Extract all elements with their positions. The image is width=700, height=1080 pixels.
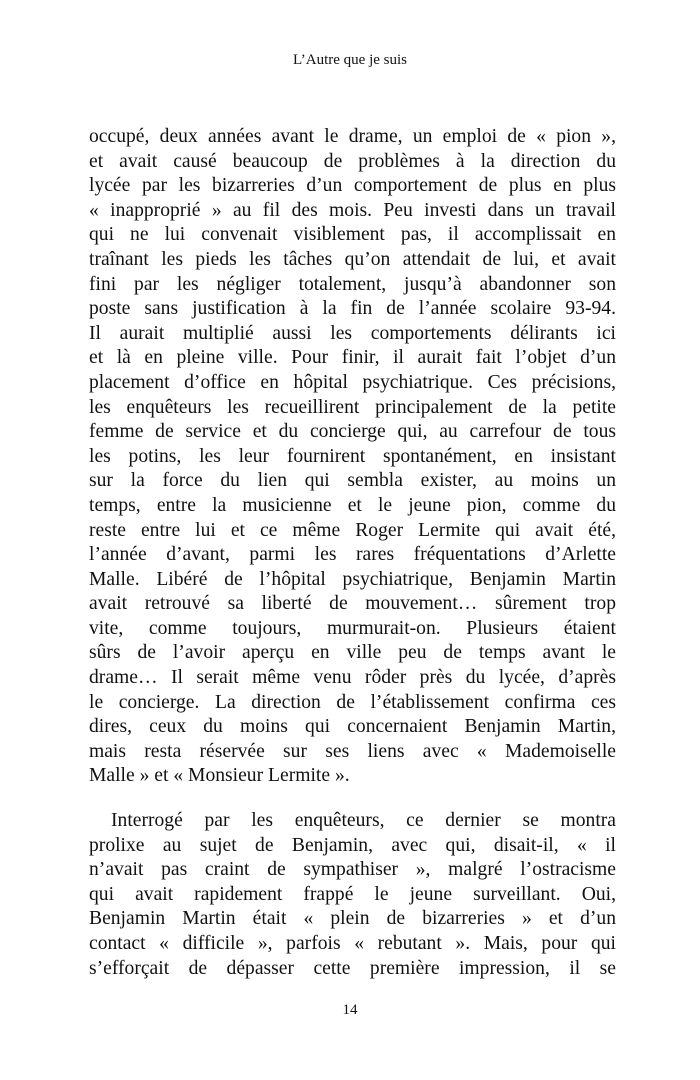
text-line: femme de service et du concierge qui, au carrefour de tous [89,421,616,443]
text-line: sûrs de l’avoir aperçu en ville peu de temps avant le [89,642,616,664]
text-line: Malle » et « Monsieur Lermite ». [89,765,350,787]
text-line: Malle. Libéré de l’hôpital psychiatrique, Benjamin Martin [89,568,616,590]
paragraph [89,125,616,789]
text-line: placement d’office en hôpital psychiatrique. Ces précisions, [89,371,616,393]
text-line: qui avait rapidement frappé le jeune surveillant. Oui, [89,883,616,905]
text-line: poste sans justification à la fin de l’année scolaire 93-94. [89,298,616,320]
text-line: mais resta réservée sur ses liens avec « Mademoiselle [89,740,616,762]
running-header: L’Autre que je suis [292,52,407,68]
text-line: traînant les pieds les tâches qu’on attendait de lui, et avait [89,248,616,270]
text-line: n’avait pas craint de sympathiser », malgré l’ostracisme [89,859,616,881]
paragraph [89,809,616,981]
text-line: l’année d’avant, parmi les rares fréquentations d’Arlette [89,544,616,566]
text-line: Benjamin Martin était « plein de bizarreries » et d’un [89,908,616,930]
text-line: occupé, deux années avant le drame, un emploi de « pion », [89,126,616,147]
text-line: drame… Il serait même venu rôder près du lycée, d’après [89,667,616,689]
text-line: dires, ceux du moins qui concernaient Benjamin Martin, [89,716,616,738]
text-line: le concierge. La direction de l’établissement confirma ces [89,691,616,713]
text-line: vite, comme toujours, murmurait-on. Plusieurs étaient [89,617,616,639]
text-line: avait retrouvé sa liberté de mouvement… sûrement trop [89,593,616,615]
text-line: reste entre lui et ce même Roger Lermite qui avait été, [89,519,616,541]
text-line: qui ne lui convenait visiblement pas, il accomplissait en [89,224,616,246]
page-number: 14 [342,1002,358,1018]
text-line: lycée par les bizarreries d’un comportement de plus en plus [89,175,616,197]
text-line: « inapproprié » au fil des mois. Peu investi dans un travail [89,199,616,221]
page-body [89,125,616,1001]
text-line: s’efforçait de dépasser cette première impression, il se [89,957,616,979]
text-line: et là en pleine ville. Pour finir, il aurait fait l’objet d’un [89,347,616,369]
text-line: les potins, les leur fournirent spontanément, en insistant [89,445,616,467]
text-line: Il aurait multiplié aussi les comportements délirants ici [89,322,616,344]
text-line: sur la force du lien qui sembla exister, au moins un [89,470,616,492]
text-line: fini par les négliger totalement, jusqu’à abandonner son [89,273,616,295]
text-line: prolixe au sujet de Benjamin, avec qui, disait-il, « il [89,834,616,856]
text-line: et avait causé beaucoup de problèmes à la direction du [89,150,616,172]
text-line: contact « difficile », parfois « rebutant ». Mais, pour qui [89,933,616,954]
text-line: les enquêteurs les recueillirent principalement de la petite [89,396,616,418]
text-line: temps, entre la musicienne et le jeune pion, comme du [89,494,616,516]
text-line: Interrogé par les enquêteurs, ce dernier se montra [111,810,616,832]
